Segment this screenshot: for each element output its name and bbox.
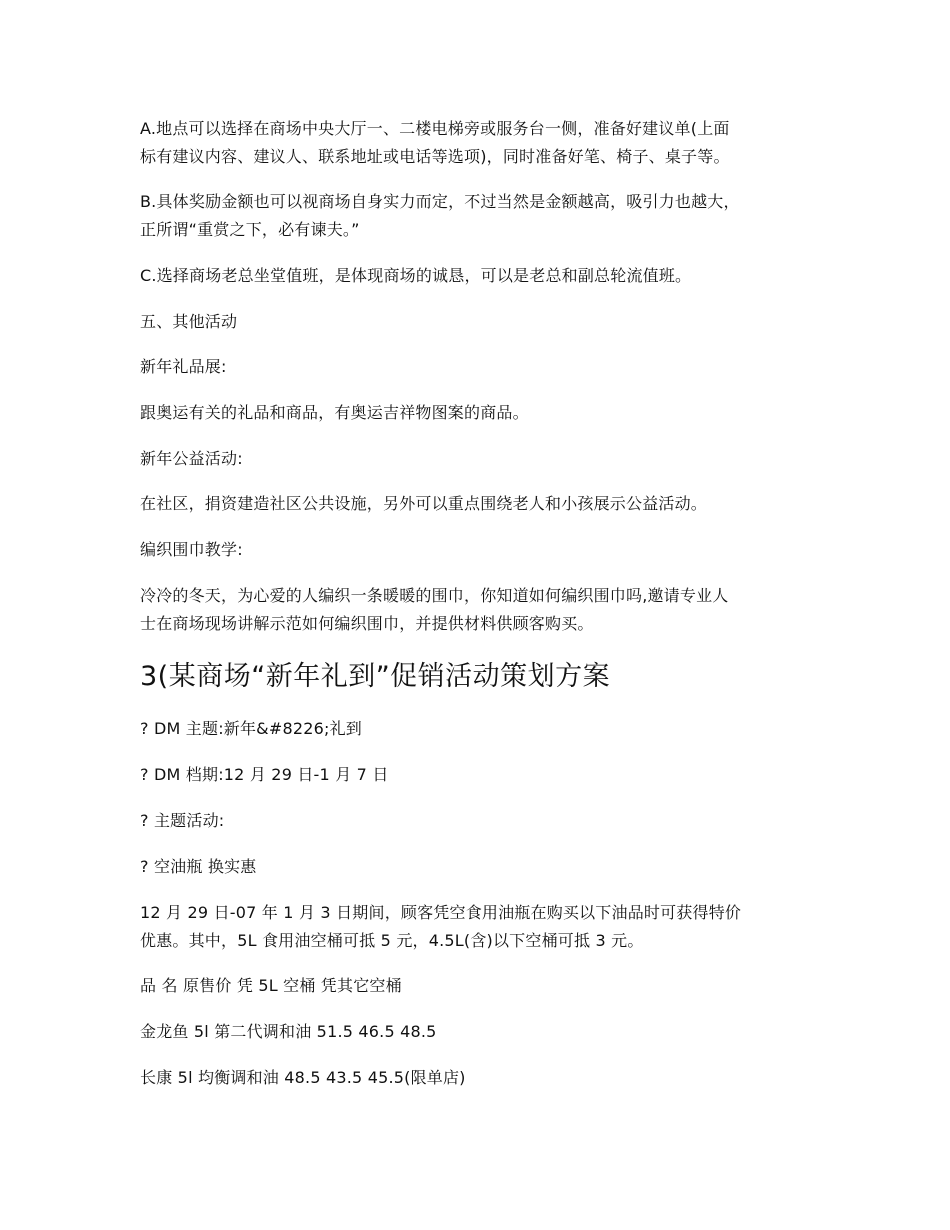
paragraph-b-line-1: B.具体奖励金额也可以视商场自身实力而定，不过当然是金额越高，吸引力也越大，: [140, 192, 740, 211]
price-row-1: 金龙鱼 5l 第二代调和油 51.5 46.5 48.5: [140, 1022, 437, 1041]
price-table-header: 品 名 原售价 凭 5L 空桶 凭其它空桶: [140, 976, 402, 995]
offer-description-line-2: 优惠。其中，5L 食用油空桶可抵 5 元，4.5L(含)以下空桶可抵 3 元。: [140, 931, 644, 950]
paragraph-a-line-1: A.地点可以选择在商场中央大厅一、二楼电梯旁或服务台一侧，准备好建议单(上面: [140, 119, 730, 138]
scarf-knitting-text-line-1: 冷冷的冬天，为心爱的人编织一条暖暖的围巾，你知道如何编织围巾吗,邀请专业人: [140, 586, 729, 605]
new-year-charity-label: 新年公益活动:: [140, 449, 243, 468]
paragraph-c: C.选择商场老总坐堂值班，是体现商场的诚恳，可以是老总和副总轮流值班。: [140, 266, 692, 285]
new-year-charity-text: 在社区，捐资建造社区公共设施，另外可以重点围绕老人和小孩展示公益活动。: [140, 494, 708, 513]
scarf-knitting-label: 编织围巾教学:: [140, 540, 243, 559]
section-title-other-activities: 五、其他活动: [140, 312, 238, 331]
price-row-2: 长康 5l 均衡调和油 48.5 43.5 45.5(限单店): [140, 1068, 466, 1087]
dm-period: ? DM 档期:12 月 29 日-1 月 7 日: [140, 765, 389, 784]
paragraph-b-line-2: 正所谓“重赏之下，必有谏夫。”: [140, 220, 360, 239]
scarf-knitting-text-line-2: 士在商场现场讲解示范如何编织围巾，并提供材料供顾客购买。: [140, 614, 594, 633]
main-activity-label: ? 主题活动:: [140, 811, 225, 830]
new-year-gift-show-label: 新年礼品展:: [140, 357, 227, 376]
paragraph-a-line-2: 标有建议内容、建议人、联系地址或电话等选项)，同时准备好笔、椅子、桌子等。: [140, 147, 730, 166]
dm-theme: ? DM 主题:新年&#8226;礼到: [140, 719, 362, 738]
section-heading: 3(某商场“新年礼到”促销活动策划方案: [140, 661, 611, 692]
empty-bottle-offer-title: ? 空油瓶 换实惠: [140, 857, 257, 876]
new-year-gift-show-text: 跟奥运有关的礼品和商品，有奥运吉祥物图案的商品。: [140, 403, 529, 422]
offer-description-line-1: 12 月 29 日-07 年 1 月 3 日期间，顾客凭空食用油瓶在购买以下油品时可获得特价: [140, 903, 742, 922]
